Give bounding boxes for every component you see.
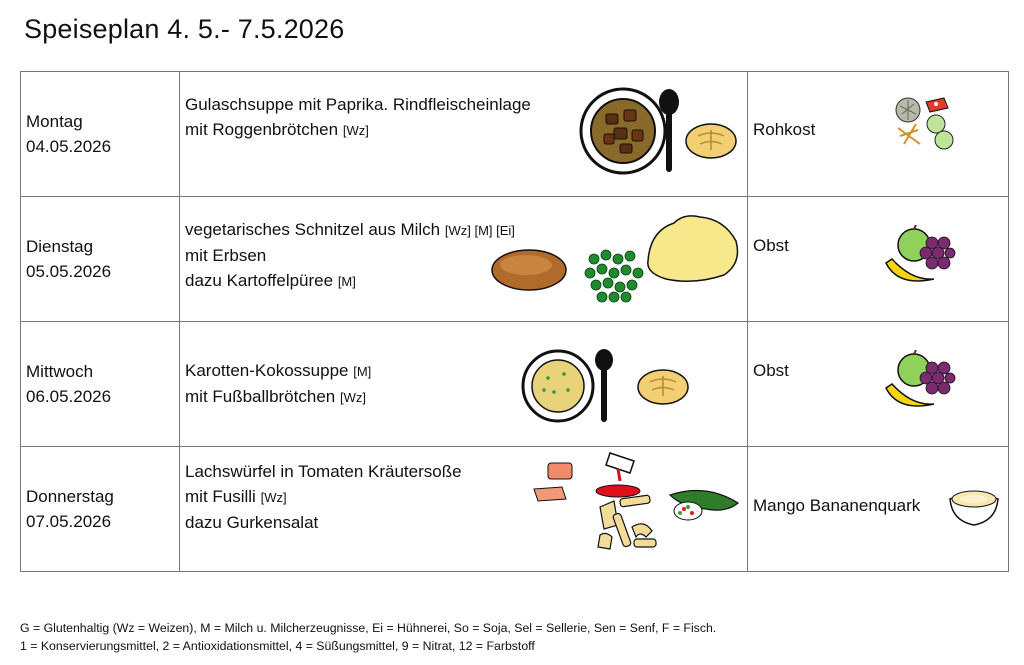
peas-icon xyxy=(584,247,646,303)
mashed-potato-icon xyxy=(644,211,742,285)
allergen-tag: [Wz] xyxy=(339,390,366,405)
weekday-label: Dienstag xyxy=(26,237,94,256)
weekday-label: Montag xyxy=(26,112,83,131)
meal-line: mit Erbsen xyxy=(185,246,267,265)
weekday-label: Mittwoch xyxy=(26,362,94,381)
bread-roll-icon xyxy=(636,368,690,406)
table-row xyxy=(21,322,1009,447)
meal-line: mit Fusilli [Wz] xyxy=(185,487,287,506)
meal-line: Gulaschsuppe mit Paprika. Rindfleischeinlage xyxy=(185,95,531,114)
schnitzel-icon xyxy=(490,247,568,293)
dessert-cell xyxy=(748,322,1009,447)
dessert-label: Obst xyxy=(753,236,789,255)
meal-cell xyxy=(180,197,748,322)
day-cell xyxy=(21,322,180,447)
legend-line: G = Glutenhaltig (Wz = Weizen), M = Milch u. Milcherzeugnisse, Ei = Hühnerei, So = Soja, Sel = Sellerie, Sen = Senf, F = Fisch. xyxy=(20,621,717,635)
meal-cell xyxy=(180,72,748,197)
allergen-tag: [Wz] xyxy=(342,123,369,138)
meal-cell xyxy=(180,447,748,572)
weekday-label: Donnerstag xyxy=(26,487,114,506)
dessert-label: Obst xyxy=(753,361,789,380)
soup-plate-icon xyxy=(520,348,596,424)
quark-bowl-icon xyxy=(948,483,1000,527)
dessert-cell xyxy=(748,447,1009,572)
dessert-cell xyxy=(748,197,1009,322)
spoon-icon xyxy=(592,348,616,426)
allergen-tag: [Wz] [M] [Ei] xyxy=(444,223,515,238)
meal-line: vegetarisches Schnitzel aus Milch [Wz] [M] [Ei] xyxy=(185,220,515,239)
allergen-tag: [M] xyxy=(353,364,372,379)
allergen-legend xyxy=(20,619,716,655)
fruit-icon xyxy=(882,225,956,289)
date-label: 05.05.2026 xyxy=(26,262,112,281)
table-row xyxy=(21,197,1009,322)
allergen-tag: [M] xyxy=(337,274,356,289)
day-cell xyxy=(21,447,180,572)
dessert-label: Rohkost xyxy=(753,120,816,139)
page-title: Speiseplan 4. 5.- 7.5.2026 xyxy=(24,14,345,44)
legend-line: 1 = Konservierungsmittel, 2 = Antioxidationsmittel, 4 = Süßungsmittel, 9 = Nitrat, 12 = Farbstoff xyxy=(20,639,535,653)
meal-line: dazu Kartoffelpüree [M] xyxy=(185,271,356,290)
table-row xyxy=(21,447,1009,572)
dessert-cell xyxy=(748,72,1009,197)
goulash-plate-icon xyxy=(578,86,668,176)
cucumber-salad-icon xyxy=(666,485,742,525)
dessert-label: Mango Bananenquark xyxy=(753,496,921,515)
menu-table xyxy=(20,71,1009,572)
allergen-tag: [Wz] xyxy=(260,490,287,505)
day-cell xyxy=(21,197,180,322)
bread-roll-icon xyxy=(684,122,738,160)
fruit-icon xyxy=(882,350,956,414)
date-label: 06.05.2026 xyxy=(26,387,112,406)
date-label: 07.05.2026 xyxy=(26,512,112,531)
meal-line: mit Roggenbrötchen [Wz] xyxy=(185,120,369,139)
meal-line: Karotten-Kokossuppe [M] xyxy=(185,361,372,380)
table-row xyxy=(21,72,1009,197)
salmon-icon xyxy=(532,459,588,505)
meal-line: dazu Gurkensalat xyxy=(185,513,319,532)
spoon-icon xyxy=(656,88,682,178)
date-label: 04.05.2026 xyxy=(26,137,112,156)
raw-vegetables-icon xyxy=(890,94,954,156)
meal-cell xyxy=(180,322,748,447)
meal-line: mit Fußballbrötchen [Wz] xyxy=(185,387,366,406)
day-cell xyxy=(21,72,180,197)
meal-line: Lachswürfel in Tomaten Kräutersoße xyxy=(185,462,462,481)
